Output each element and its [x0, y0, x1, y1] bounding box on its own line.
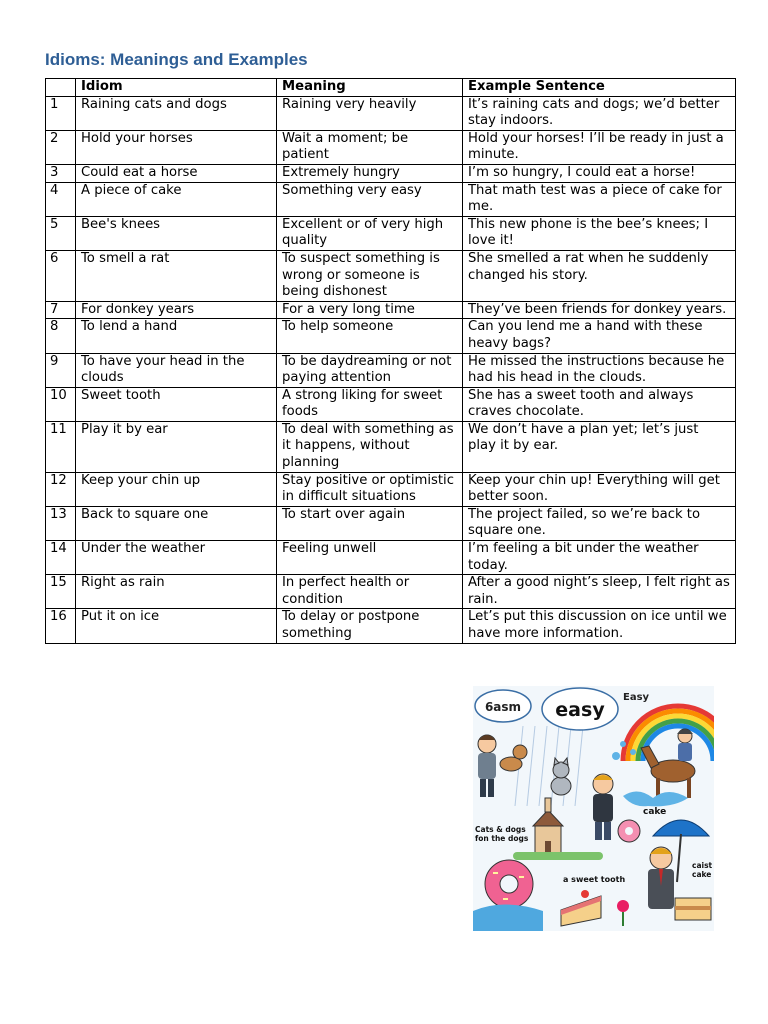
grass: [513, 852, 603, 860]
row-idiom: To smell a rat: [76, 250, 277, 301]
table-body: [46, 96, 736, 643]
row-idiom: Play it by ear: [76, 421, 277, 472]
row-example: She smelled a rat when he suddenly changed his story.: [463, 250, 736, 301]
row-idiom: Bee's knees: [76, 216, 277, 250]
row-number: 2: [46, 130, 76, 164]
row-number: 15: [46, 575, 76, 609]
row-example: She has a sweet tooth and always craves chocolate.: [463, 387, 736, 421]
row-example: Can you lend me a hand with these heavy bags?: [463, 319, 736, 353]
idioms-illustration: [473, 686, 714, 931]
table-row: [46, 301, 736, 319]
header-number: [46, 79, 76, 97]
row-meaning: Raining very heavily: [277, 96, 463, 130]
donut-big: [485, 860, 533, 908]
row-idiom: To have your head in the clouds: [76, 353, 277, 387]
row-meaning: For a very long time: [277, 301, 463, 319]
row-meaning: To delay or postpone something: [277, 609, 463, 643]
table-row: [46, 319, 736, 353]
table-header-row: [46, 79, 736, 97]
table-row: [46, 130, 736, 164]
row-meaning: A strong liking for sweet foods: [277, 387, 463, 421]
idioms-table: [45, 78, 736, 644]
row-example: That math test was a piece of cake for me.: [463, 182, 736, 216]
row-number: 5: [46, 216, 76, 250]
header-example: Example Sentence: [463, 79, 736, 97]
header-meaning: Meaning: [277, 79, 463, 97]
row-meaning: In perfect health or condition: [277, 575, 463, 609]
table-row: [46, 250, 736, 301]
row-number: 4: [46, 182, 76, 216]
table-row: [46, 182, 736, 216]
row-number: 8: [46, 319, 76, 353]
row-number: 13: [46, 506, 76, 540]
row-number: 6: [46, 250, 76, 301]
cake-slice-right: [675, 898, 711, 920]
table-row: [46, 216, 736, 250]
row-idiom: To lend a hand: [76, 319, 277, 353]
row-number: 14: [46, 541, 76, 575]
cats-dogs-label: Cats & dogs fon the dogs: [475, 825, 529, 843]
row-idiom: Keep your chin up: [76, 472, 277, 506]
table-row: [46, 96, 736, 130]
page-title: Idioms: Meanings and Examples: [45, 50, 308, 69]
row-idiom: For donkey years: [76, 301, 277, 319]
table-row: [46, 472, 736, 506]
top-right-label: Easy: [623, 692, 650, 703]
row-example: This new phone is the bee’s knees; I love it!: [463, 216, 736, 250]
row-example: After a good night’s sleep, I felt right as rain.: [463, 575, 736, 609]
table-row: [46, 541, 736, 575]
water-bottom-left: [473, 905, 543, 932]
row-example: I’m feeling a bit under the weather today.: [463, 541, 736, 575]
row-example: We don’t have a plan yet; let’s just play it by ear.: [463, 421, 736, 472]
row-example: Hold your horses! I’ll be ready in just a minute.: [463, 130, 736, 164]
row-meaning: To suspect something is wrong or someone is being dishonest: [277, 250, 463, 301]
row-meaning: Extremely hungry: [277, 164, 463, 182]
table-row: [46, 506, 736, 540]
row-meaning: To deal with something as it happens, without planning: [277, 421, 463, 472]
row-number: 7: [46, 301, 76, 319]
row-meaning: Something very easy: [277, 182, 463, 216]
row-example: Let’s put this discussion on ice until we have more information.: [463, 609, 736, 643]
row-number: 11: [46, 421, 76, 472]
row-example: It’s raining cats and dogs; we’d better stay indoors.: [463, 96, 736, 130]
cloud-left-label: 6asm: [484, 700, 522, 714]
row-example: I’m so hungry, I could eat a horse!: [463, 164, 736, 182]
row-example: Keep your chin up! Everything will get better soon.: [463, 472, 736, 506]
row-number: 12: [46, 472, 76, 506]
table-row: [46, 387, 736, 421]
table-row: [46, 164, 736, 182]
row-number: 10: [46, 387, 76, 421]
header-idiom: Idiom: [76, 79, 277, 97]
donut-small-hole: [625, 827, 633, 835]
table-row: [46, 353, 736, 387]
sweet-tooth-label: a sweet tooth: [563, 875, 626, 884]
row-number: 3: [46, 164, 76, 182]
row-meaning: To be daydreaming or not paying attention: [277, 353, 463, 387]
row-idiom: Could eat a horse: [76, 164, 277, 182]
row-example: They’ve been friends for donkey years.: [463, 301, 736, 319]
cloud-center-label: easy: [555, 699, 605, 721]
row-meaning: Excellent or of very high quality: [277, 216, 463, 250]
row-idiom: Raining cats and dogs: [76, 96, 277, 130]
row-meaning: Stay positive or optimistic in difficult situations: [277, 472, 463, 506]
row-example: The project failed, so we’re back to square one.: [463, 506, 736, 540]
row-meaning: Feeling unwell: [277, 541, 463, 575]
table-row: [46, 421, 736, 472]
row-idiom: Put it on ice: [76, 609, 277, 643]
row-meaning: Wait a moment; be patient: [277, 130, 463, 164]
row-number: 16: [46, 609, 76, 643]
cake-label: cake: [643, 807, 667, 817]
row-number: 1: [46, 96, 76, 130]
table-row: [46, 609, 736, 643]
man-in-suit: [648, 847, 674, 909]
table-row: [46, 575, 736, 609]
row-idiom: Sweet tooth: [76, 387, 277, 421]
row-idiom: Right as rain: [76, 575, 277, 609]
row-example: He missed the instructions because he had his head in the clouds.: [463, 353, 736, 387]
cake-right-label: caist cake: [692, 861, 713, 879]
row-meaning: To help someone: [277, 319, 463, 353]
row-idiom: Hold your horses: [76, 130, 277, 164]
row-idiom: A piece of cake: [76, 182, 277, 216]
row-idiom: Under the weather: [76, 541, 277, 575]
row-idiom: Back to square one: [76, 506, 277, 540]
row-meaning: To start over again: [277, 506, 463, 540]
row-number: 9: [46, 353, 76, 387]
